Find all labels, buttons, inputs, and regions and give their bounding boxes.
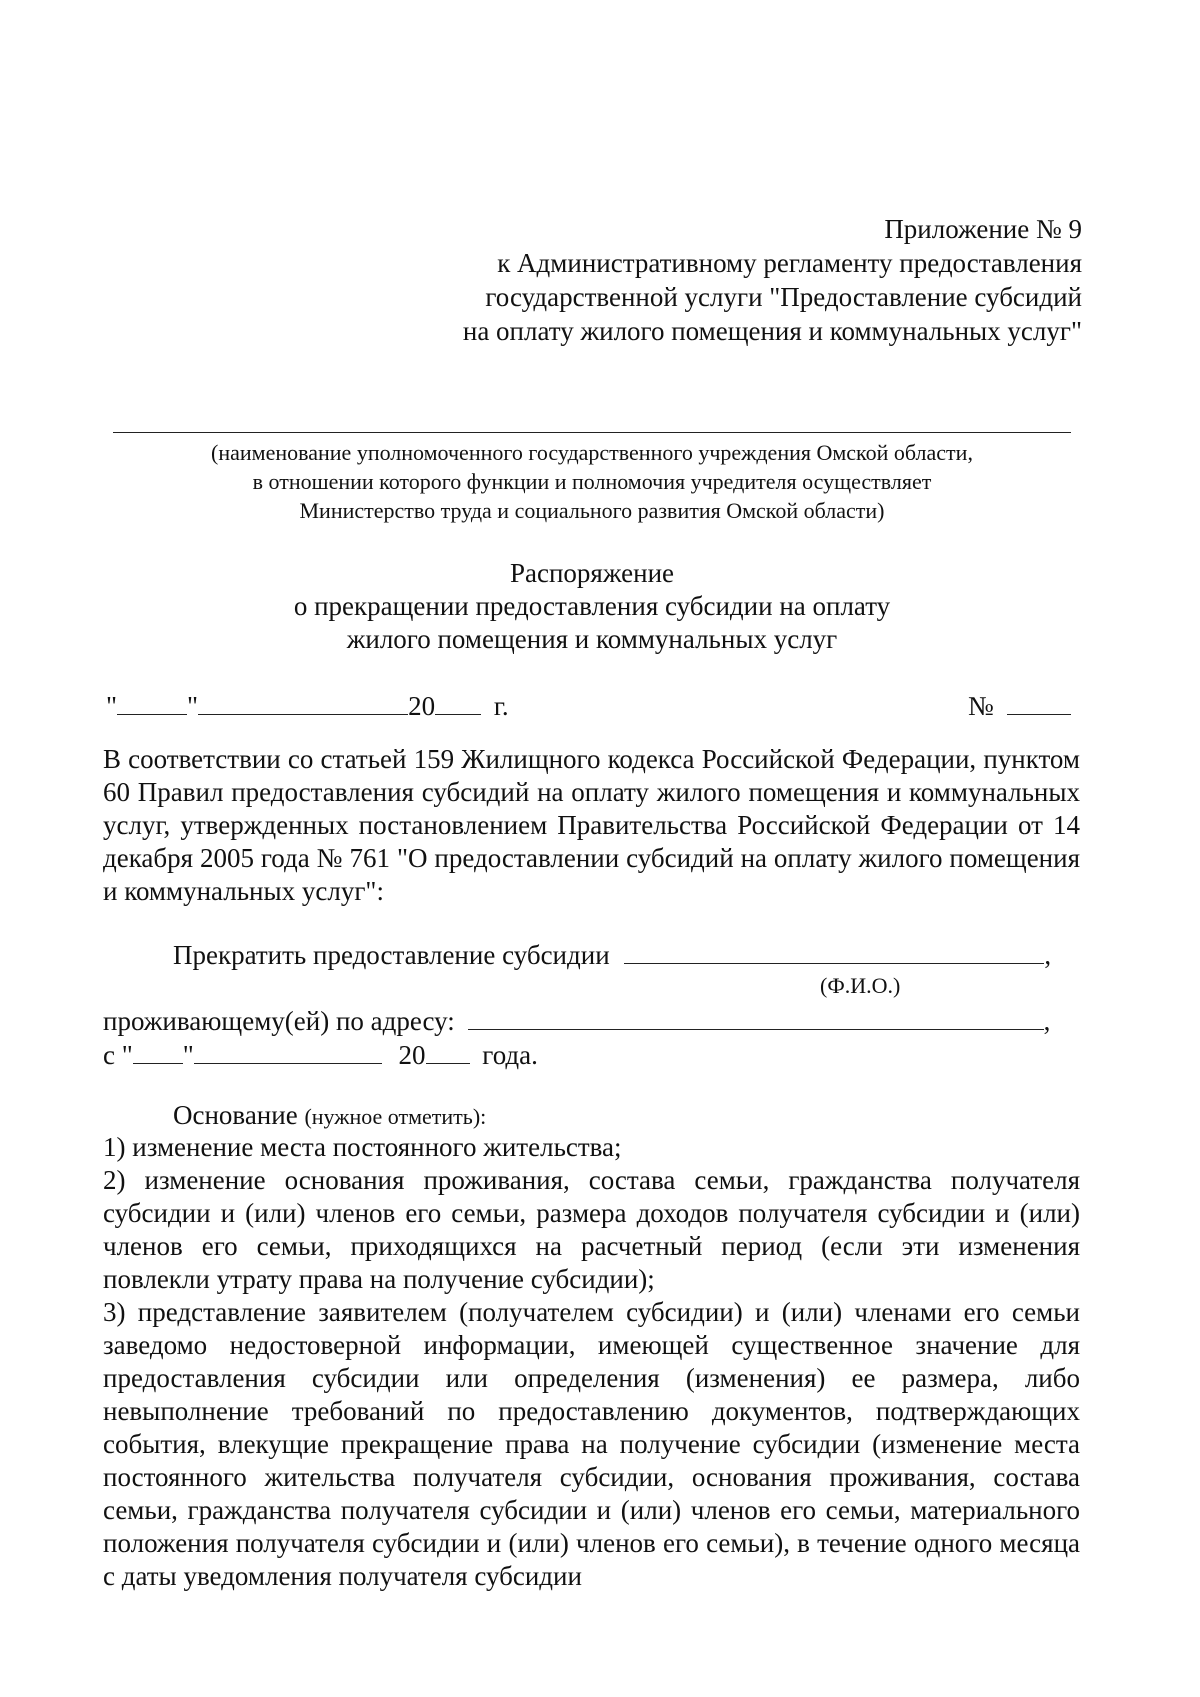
number-field: [968, 690, 1071, 722]
organization-caption: [113, 438, 1071, 525]
month-blank: [198, 690, 408, 715]
since-year-blank: [426, 1039, 470, 1064]
year-prefix: 20: [408, 691, 436, 721]
address-blank: [468, 1005, 1044, 1030]
terminate-row: [173, 939, 1051, 971]
date-row: [106, 690, 509, 722]
fio-caption: (Ф.И.О.): [820, 973, 901, 998]
title-line-1: Распоряжение: [509, 558, 675, 588]
appendix-line-2: к Административному регламенту предоставления: [497, 248, 1082, 278]
basis-label: Основание: [173, 1100, 298, 1130]
since-day-blank: [133, 1039, 183, 1064]
since-month-blank: [194, 1039, 382, 1064]
date-quote-open: ": [106, 691, 118, 721]
preamble-text: В соответствии со статьей 159 Жилищного кодекса Российской Федерации, пунктом 60 Правил предоставления субсидий на оплату жилого помещения и коммунальных услуг, утвержденных постановлением Правительства Российской Федерации от 14 декабря 2005 года № 761 "О предоставлении субсидий на оплату жилого помещения и коммунальных услуг":: [103, 744, 1080, 906]
since-row: [103, 1039, 538, 1071]
organization-name-blank: [113, 432, 1071, 433]
address-comma: ,: [1043, 1006, 1051, 1036]
org-caption-line-1: (наименование уполномоченного государственного учреждения Омской области,: [211, 440, 973, 465]
title-line-3: жилого помещения и коммунальных услуг: [346, 624, 838, 654]
number-blank: [1007, 690, 1071, 715]
since-suffix: года.: [482, 1040, 538, 1070]
terminate-comma: ,: [1044, 940, 1052, 970]
basis-item-1: 1) изменение места постоянного жительства;: [103, 1132, 622, 1162]
since-quote: ": [182, 1040, 194, 1070]
preamble-paragraph: [103, 743, 1080, 908]
since-prefix: с ": [103, 1040, 133, 1070]
org-caption-line-3: Министерство труда и социального развития Омской области): [299, 498, 885, 523]
year-blank: [435, 690, 481, 715]
document-title: [113, 557, 1071, 656]
basis-item-3: 3) представление заявителем (получателем субсидии) и (или) членами его семьи заведомо недостоверной информации, имеющей существенное значение для предоставления субсидии или определения (изменения) ее размера, либо невыполнение требований по предоставлению документов, подтверждающих события, влекущие прекращение права на получение субсидии (изменение места постоянного жительства получателя субсидии, основания проживания, состава семьи, гражданства получателя субсидии и (или) членов его семьи, материального положения получателя субсидии и (или) членов его семьи), в течение одного месяца с даты уведомления получателя субсидии: [103, 1297, 1080, 1591]
appendix-line-4: на оплату жилого помещения и коммунальных услуг": [462, 316, 1082, 346]
appendix-header: [463, 212, 1082, 348]
number-sign: №: [968, 691, 994, 721]
basis-list: [103, 1131, 1080, 1593]
title-line-2: о прекращении предоставления субсидии на оплату: [293, 591, 891, 621]
since-year-prefix: 20: [398, 1040, 426, 1070]
year-suffix: г.: [493, 691, 509, 721]
address-row: [103, 1005, 1050, 1037]
terminate-label: Прекратить предоставление субсидии: [173, 940, 610, 970]
address-label: проживающему(ей) по адресу:: [103, 1006, 455, 1036]
basis-note: (нужное отметить):: [304, 1104, 487, 1129]
appendix-line-3: государственной услуги "Предоставление субсидий: [485, 282, 1082, 312]
day-blank: [117, 690, 187, 715]
basis-heading: [173, 1100, 486, 1131]
fio-blank: [624, 939, 1044, 964]
appendix-number: Приложение № 9: [884, 214, 1082, 244]
basis-item-2: 2) изменение основания проживания, состава семьи, гражданства получателя субсидии и (или) членов его семьи, размера доходов получателя субсидии и (или) членов его семьи, приходящихся на расчетный период (если эти изменения повлекли утрату права на получение субсидии);: [103, 1165, 1080, 1294]
org-caption-line-2: в отношении которого функции и полномочия учредителя осуществляет: [252, 469, 932, 494]
date-quote-close: ": [187, 691, 199, 721]
